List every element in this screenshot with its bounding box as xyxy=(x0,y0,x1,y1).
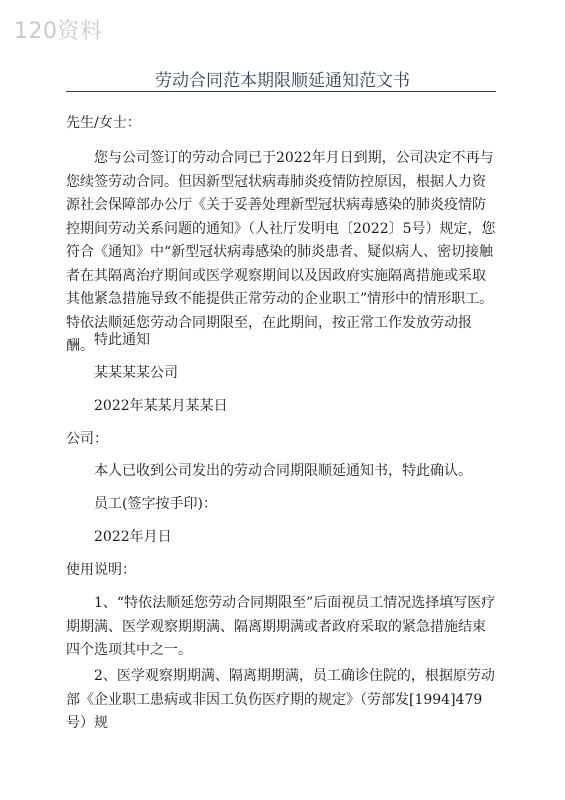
notice-closing: 特此通知 xyxy=(94,332,150,348)
document-title: 劳动合同范本期限顺延通知范文书 xyxy=(155,71,410,91)
salutation: 先生/女士： xyxy=(66,115,141,131)
instruction-item-1: 1、“特依法顺延您劳动合同期限至”后面视员工情况选择填写医疗期期满、医学观察期期满、隔离期期满或者政府采取的紧急措施结束四个选项其中之一。 xyxy=(66,595,496,658)
instructions-heading: 使用说明： xyxy=(66,562,136,578)
company-name: 某某某某公司 xyxy=(94,365,178,381)
watermark-logo: 120资料 xyxy=(14,19,103,44)
signing-date: 2022年某某月某某日 xyxy=(94,398,228,414)
instruction-item-2: 2、医学观察期期满、隔离期期满，员工确诊住院的，根据原劳动部《企业职工患病或非因工负伤医疗期的规定》（劳部发[1994]479号）规 xyxy=(66,668,495,731)
title-divider xyxy=(66,91,496,92)
notice-body: 您与公司签订的劳动合同已于2022年月日到期，公司决定不再与您续签劳动合同。但因新型冠状病毒肺炎疫情防控原因，根据人力资源社会保障部办公厅《关于妥善处理新型冠状病毒感染的肺炎疫情防控期间劳动关系问题的通知》（人社厅发明电〔2022〕5号）规定，您符合《通知》中“新型冠状病毒感染的肺炎患者、疑似病人、密切接触者在其隔离治疗期间或医学观察期间以及因政府实施隔离措施或采取其他紧急措施导致不能提供正常劳动的企业职工”情形中的情形职工。特依法顺延您劳动合同期限至，在此期间，按正常工作发放劳动报酬。 xyxy=(66,150,496,354)
acknowledgement-text: 本人已收到公司发出的劳动合同期限顺延通知书，特此确认。 xyxy=(94,463,472,479)
employee-signature-line: 员工(签字按手印)： xyxy=(94,496,217,512)
employee-date-line: 2022年月日 xyxy=(94,529,172,545)
addressee-company: 公司： xyxy=(66,431,108,447)
